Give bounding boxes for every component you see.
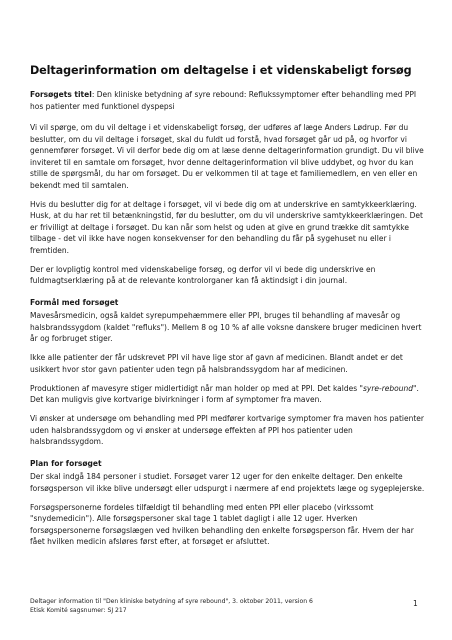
document-body [30, 89, 425, 555]
footer-line-1: Deltager information til "Den kliniske betydning af syre rebound", 3. oktober 2011, version 6 [30, 598, 313, 605]
paragraph-rebound [30, 383, 425, 406]
page-footer [30, 597, 350, 615]
paragraph-participants: Der skal indgå 184 personer i studiet. Forsøget varer 12 uger for den enkelte deltager. Den enkelte forsøgsperson vil ikke blive undersøgt eller udspurgt i nærmere af end projektets læge og sygeplejerske. [30, 472, 425, 493]
paragraph-invitation: Vi vil spørge, om du vil deltage i et videnskabeligt forsøg, der udføres af læge Anders Lødrup. Før du beslutter, om du vil deltage i forsøget, skal du fuldt ud forstå, hvad forsøget går ud på, og hvorfor vi gennemfører forsøget. Vi vil derfor bede dig om at læse denne deltagerinformation grundigt. Du vil blive inviteret til en samtale om forsøget, hvor denne deltagerinformation vil blive uddybet, og hvor du kan stille de spørgsmål, du har om forsøget. Du er velkommen til at tage et familiemedlem, en ven eller en bekendt med til samtalen. [30, 123, 424, 190]
rebound-text-start: Produktionen af mavesyre stiger midlertidigt når man holder op med at PPI. Det kaldes " [30, 383, 363, 393]
paragraph-aim: Vi ønsker at undersøge om behandling med PPI medfører kortvarige symptomer fra maven hos patienter uden halsbrandssygdom og vi ønsker at undersøge effekten af PPI hos patienter uden halsbrandssygdom. [30, 414, 424, 446]
document-title: Deltagerinformation om deltagelse i et videnskabeligt forsøg [30, 64, 412, 77]
paragraph-consent: Hvis du beslutter dig for at deltage i forsøget, vil vi bede dig om at underskrive en samtykkeerklæring. Husk, at du har ret til betænkningstid, før du beslutter, om du vil underskrive samtykkeerklæringen. Det er frivilligt at deltage i forsøget. Du kan når som helst og uden at give en grund trække dit samtykke tilbage - det vil ikke have nogen konsekvenser for den behandling du får på sygehuset nu eller i fremtiden. [30, 199, 423, 255]
page-number: 1 [413, 599, 418, 608]
rebound-text-end: ". Det kan muligvis give kortvarige bivirkninger i form af symptomer fra maven. [30, 383, 419, 404]
paragraph-ppi: Mavesårsmedicin, også kaldet syrepumpehæmmere eller PPI, bruges til behandling af mavesår og halsbrandssygdom (kaldet "refluks"). Mellem 8 og 10 % af alle voksne danskere bruger medicinen hvert år og forbruget stiger. [30, 311, 422, 343]
trial-title-label: Forsøgets titel [30, 90, 92, 99]
trial-title-paragraph [30, 89, 425, 112]
paragraph-benefit: Ikke alle patienter der får udskrevet PPI vil have lige stor af gavn af medicinen. Blandt andet er det usikkert hvor stor gavn patienter uden tegn på halsbrandssygdom har af medicinen. [30, 353, 403, 374]
heading-plan: Plan for forsøget [30, 458, 102, 468]
rebound-term: syre-rebound [362, 383, 414, 393]
footer-line-2: Etisk Komité sagsnumer: SJ 217 [30, 607, 127, 614]
trial-title-text: : Den kliniske betydning af syre rebound: Reflukssymptomer efter behandling med PPI hos patienter med funktionel dyspepsi [30, 90, 417, 111]
heading-purpose: Formål med forsøget [30, 297, 119, 307]
paragraph-randomization: Forsøgspersonerne fordeles tilfældigt til behandling med enten PPI eller placebo (virkssomt "snydemedicin"). Alle forsøgspersoner skal tage 1 tablet dagligt i alle 12 uger. Hverken forsøgspersonerne forsøgslægen ved hvilken behandling den enkelte forsøgsperson får. Hvem der har fået hvilken medicin afsløres først efter, at forsøget er afsluttet. [30, 502, 414, 546]
paragraph-control: Der er lovpligtig kontrol med videnskabelige forsøg, og derfor vil vi bede dig underskrive en fuldmagtserklæring på at de relevante kontrolorganer kan få aktindsigt i din journal. [30, 264, 376, 285]
